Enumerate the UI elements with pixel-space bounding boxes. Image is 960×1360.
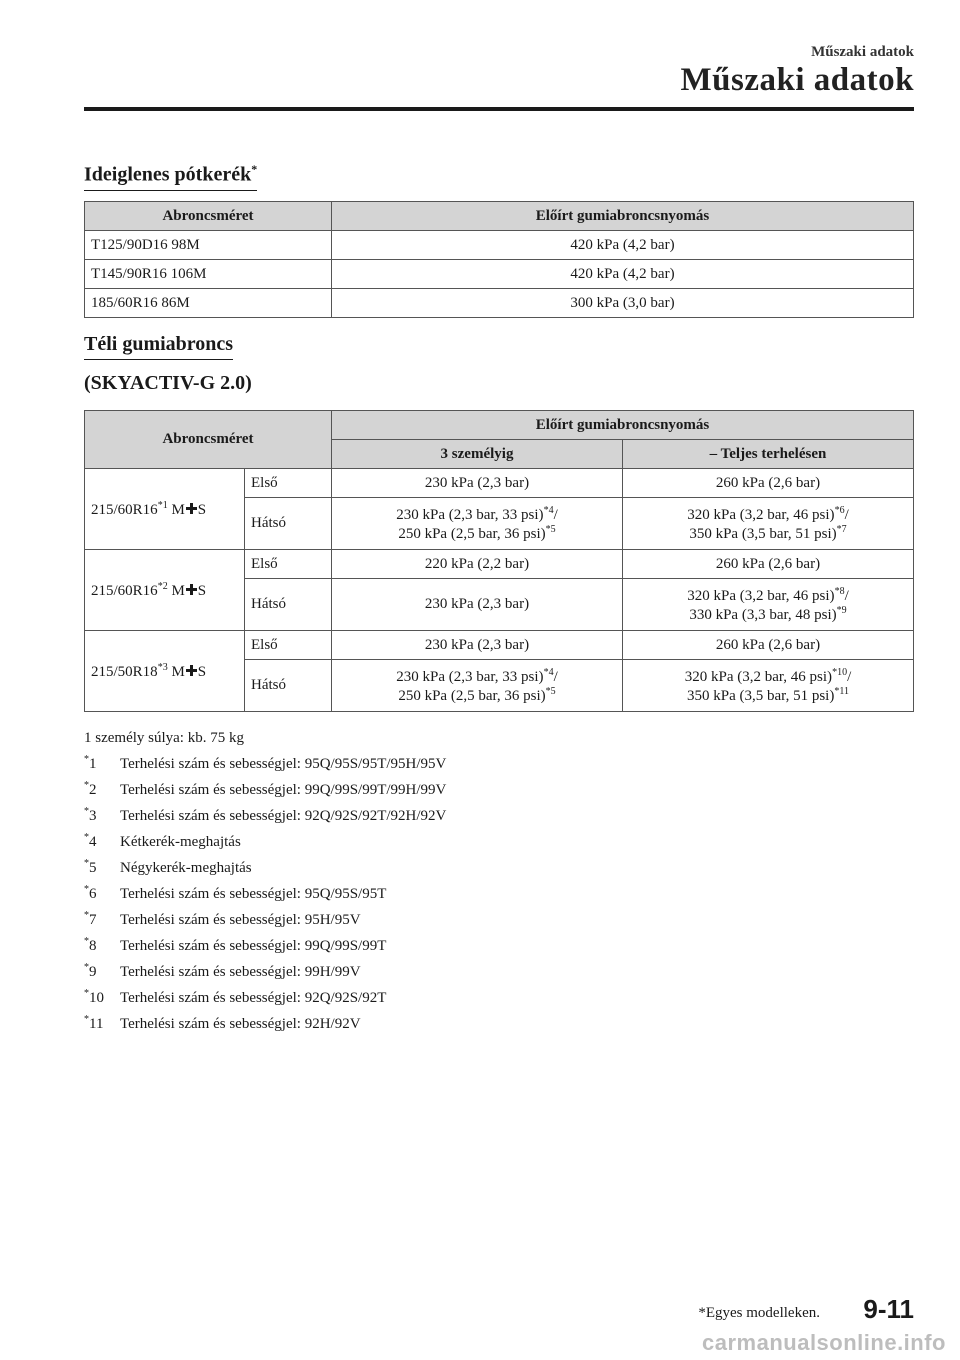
footnote-item: *9 Terhelési szám és sebességjel: 99H/99V: [84, 962, 361, 980]
model-specific-mark: *: [251, 162, 258, 176]
tire-size-cell: 215/50R18$^{*3}$ M S: [85, 631, 245, 712]
watermark: carmanualsonline.info: [702, 1330, 946, 1355]
footnote-ref: *10: [832, 666, 848, 678]
table-row: [85, 550, 914, 579]
winter-tire-title: Téli gumiabroncs: [84, 333, 233, 360]
pressure-cell: 420 kPa (4,2 bar): [332, 260, 914, 289]
table-header-row: [85, 411, 914, 440]
pressure-cell: 420 kPa (4,2 bar): [332, 231, 914, 260]
pressure-cell: 220 kPa (2,2 bar): [332, 550, 623, 579]
pressure-cell: 300 kPa (3,0 bar): [332, 289, 914, 318]
footnote-item: *11 Terhelési szám és sebességjel: 92H/92V: [84, 1014, 361, 1032]
footnote-item: *5 Négykerék-meghajtás: [84, 858, 252, 876]
footnote-ref: *5: [545, 685, 556, 697]
winter-tire-table: [84, 410, 914, 712]
footnote-ref: *2: [157, 580, 168, 592]
footnote-ref: *9: [836, 604, 847, 616]
footnote-ref: *8: [834, 585, 845, 597]
table-row: [85, 260, 914, 289]
table-row: [85, 631, 914, 660]
person-weight-note: 1 személy súlya: kb. 75 kg: [84, 730, 244, 746]
spare-wheel-table: [84, 201, 914, 318]
running-header-title: Műszaki adatok: [680, 62, 914, 98]
column-header-size: Abroncsméret: [85, 411, 332, 469]
table-header-row: [85, 202, 914, 231]
front-axle-label: Első: [245, 550, 332, 579]
column-header-pressure: Előírt gumiabroncsnyomás: [332, 411, 914, 440]
model-specific-footnote: *Egyes modelleken.: [698, 1305, 820, 1321]
footnote-ref: *5: [545, 523, 556, 535]
footnote-ref: *3: [157, 661, 168, 673]
pressure-cell: 230 kPa (2,3 bar): [332, 631, 623, 660]
footnote-item: *3 Terhelési szám és sebességjel: 92Q/92S/92T/92H/92V: [84, 806, 447, 824]
table-row: [85, 469, 914, 498]
footnote-item: *6 Terhelési szám és sebességjel: 95Q/95S/95T: [84, 884, 387, 902]
rear-axle-label: Hátsó: [245, 498, 332, 550]
pressure-cell: 260 kPa (2,6 bar): [623, 631, 914, 660]
footnote-item: *1 Terhelési szám és sebességjel: 95Q/95S/95T/95H/95V: [84, 754, 447, 772]
footnote-ref: *4: [543, 666, 554, 678]
pressure-cell: 320 kPa (3,2 bar, 46 psi)$^{*8}$/ 330 kPa (3,3 bar, 48 psi)$^{*9}$: [623, 579, 914, 631]
rear-axle-label: Hátsó: [245, 660, 332, 712]
front-axle-label: Első: [245, 469, 332, 498]
footnotes: [84, 727, 446, 1035]
footnote-item: *4 Kétkerék-meghajtás: [84, 832, 241, 850]
footnote-item: *2 Terhelési szám és sebességjel: 99Q/99S/99T/99H/99V: [84, 780, 447, 798]
tire-size-cell: T145/90R16 106M: [85, 260, 332, 289]
column-header-3-persons: 3 személyig: [332, 440, 623, 469]
mud-snow-plus-icon: [186, 665, 197, 676]
tire-size-cell: 185/60R16 86M: [85, 289, 332, 318]
column-header-pressure: Előírt gumiabroncsnyomás: [332, 202, 914, 231]
footnote-ref: *6: [834, 504, 845, 516]
pressure-cell: 230 kPa (2,3 bar): [332, 469, 623, 498]
footnote-item: *8 Terhelési szám és sebességjel: 99Q/99S/99T: [84, 936, 387, 954]
page-number: 9-11: [863, 1294, 914, 1324]
footnote-ref: *1: [157, 499, 168, 511]
mud-snow-plus-icon: [186, 503, 197, 514]
footnote-ref: *11: [834, 685, 849, 697]
footnote-ref: *4: [543, 504, 554, 516]
table-row: [85, 289, 914, 318]
table-row: [85, 231, 914, 260]
rear-axle-label: Hátsó: [245, 579, 332, 631]
spare-wheel-title: Ideiglenes pótkerék*: [84, 162, 257, 191]
footnote-item: *10 Terhelési szám és sebességjel: 92Q/92S/92T: [84, 988, 387, 1006]
tire-size-cell: 215/60R16$^{*1}$ M S: [85, 469, 245, 550]
pressure-cell: 230 kPa (2,3 bar, 33 psi)$^{*4}$/ 250 kPa (2,5 bar, 36 psi)$^{*5}$: [332, 498, 623, 550]
front-axle-label: Első: [245, 631, 332, 660]
engine-subtitle: (SKYACTIV-G 2.0): [84, 372, 252, 394]
mud-snow-plus-icon: [186, 584, 197, 595]
pressure-cell: 320 kPa (3,2 bar, 46 psi)$^{*6}$/ 350 kPa (3,5 bar, 51 psi)$^{*7}$: [623, 498, 914, 550]
footnote-item: *7 Terhelési szám és sebességjel: 95H/95V: [84, 910, 361, 928]
tire-size-cell: T125/90D16 98M: [85, 231, 332, 260]
pressure-cell: 230 kPa (2,3 bar): [332, 579, 623, 631]
pressure-cell: 230 kPa (2,3 bar, 33 psi)$^{*4}$/ 250 kPa (2,5 bar, 36 psi)$^{*5}$: [332, 660, 623, 712]
column-header-size: Abroncsméret: [85, 202, 332, 231]
pressure-cell: 260 kPa (2,6 bar): [623, 550, 914, 579]
pressure-cell: 260 kPa (2,6 bar): [623, 469, 914, 498]
column-header-full-load: – Teljes terhelésen: [623, 440, 914, 469]
header-divider: [84, 107, 914, 111]
footnote-ref: *7: [836, 523, 847, 535]
tire-size-cell: 215/60R16$^{*2}$ M S: [85, 550, 245, 631]
pressure-cell: 320 kPa (3,2 bar, 46 psi)$^{*10}$/ 350 kPa (3,5 bar, 51 psi)$^{*11}$: [623, 660, 914, 712]
running-header-small: Műszaki adatok: [811, 44, 914, 60]
